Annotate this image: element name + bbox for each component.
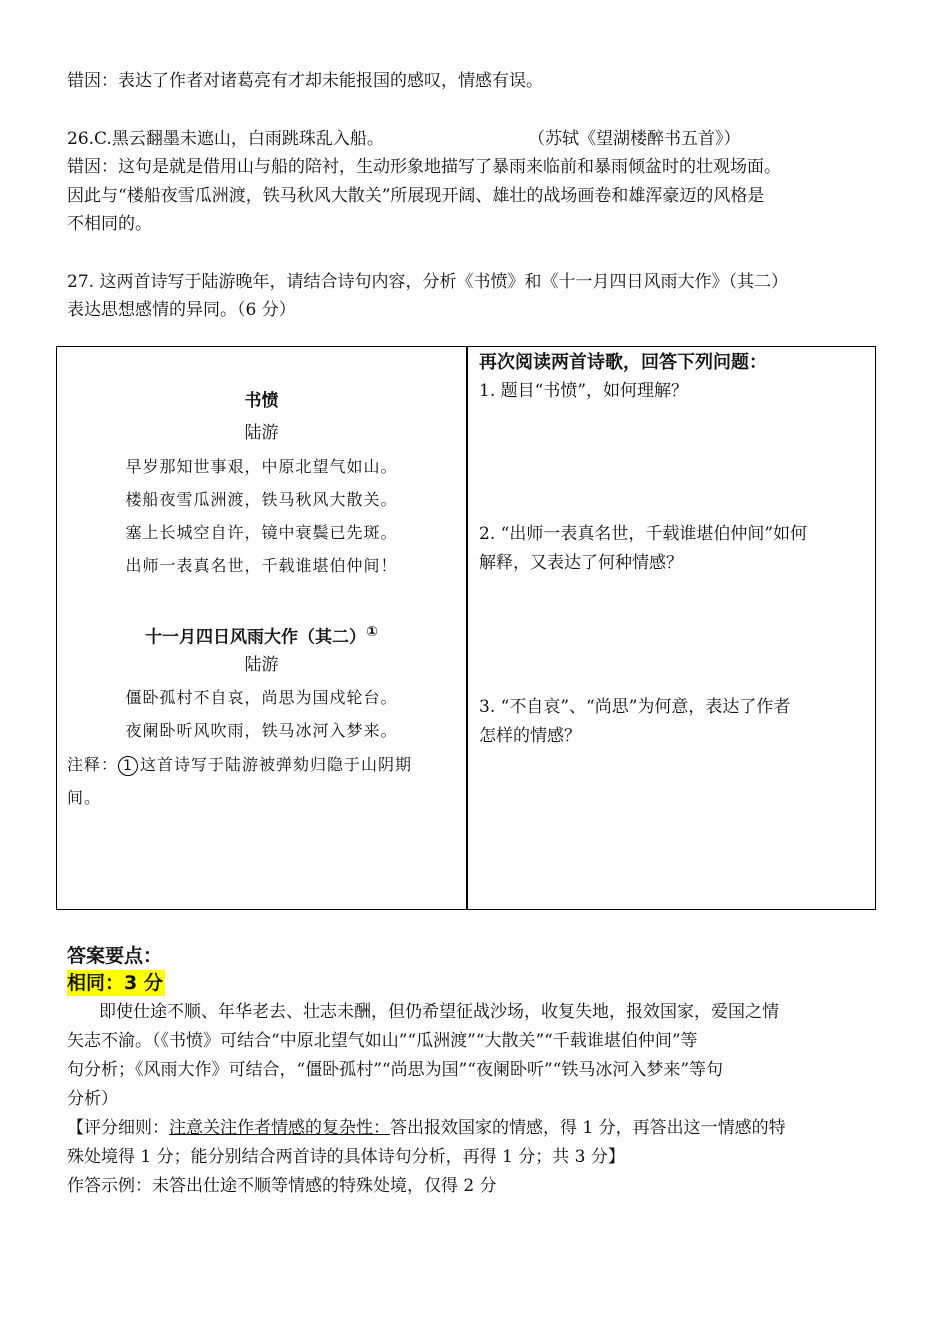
poem2-title-mark: ① — [366, 624, 378, 640]
note-label: 注释： — [67, 755, 119, 774]
poem2-note-line2: 间。 — [67, 788, 102, 807]
q26-error-line3: 不相同的。 — [67, 214, 152, 234]
poem2-author: 陆游 — [244, 655, 279, 675]
scoring-rule-line1 — [67, 1116, 786, 1140]
poem1-line: 塞上长城空自许，镜中衰鬓已先斑。 — [125, 523, 398, 542]
q26-source: （苏轼《望湖楼醉书五首》） — [528, 129, 741, 149]
q27-line1: 27. 这两首诗写于陆游晚年，请结合诗句内容，分析《书愤》和《十一月四日风雨大作》（其二） — [67, 272, 788, 292]
question-3-line1: 3. “不自哀”、“尚思”为何意，表达了作者 — [479, 697, 791, 717]
q26-error-line2: 因此与“楼船夜雪瓜洲渡，铁马秋风大散关”所展现开阔、雄壮的战场画卷和雄浑豪迈的风格是 — [67, 186, 765, 206]
questions-heading: 再次阅读两首诗歌，回答下列问题： — [479, 352, 767, 373]
note-number-mark: 1 — [118, 756, 138, 776]
poem1-title: 书愤 — [244, 391, 279, 411]
poem2-title — [57, 620, 466, 650]
rule-emphasis: 注意关注作者情感的复杂性： — [169, 1118, 390, 1138]
question-3-line2: 怎样的情感？ — [479, 726, 581, 746]
question-1: 1. 题目“书愤”，如何理解？ — [479, 381, 689, 401]
answer-para-line3: 句分析；《风雨大作》可结合，“僵卧孤村”“尚思为国”“夜阑卧听”“铁马冰河入梦来”等句 — [67, 1060, 724, 1080]
poem2-line: 僵卧孤村不自哀，尚思为国戍轮台。 — [125, 688, 398, 707]
answer-para-line1: 即使仕途不顺、年华老去、壮志未酬，但仍希望征战沙场，收复失地，报效国家，爱国之情 — [99, 1002, 779, 1022]
answer-example: 作答示例：未答出仕途不顺等情感的特殊处境，仅得 2 分 — [67, 1176, 497, 1196]
poem1-line: 早岁那知世事艰，中原北望气如山。 — [125, 457, 398, 476]
poem2-note — [67, 752, 412, 778]
error-reason-25: 错因：表达了作者对诸葛亮有才却未能报国的感叹，情感有误。 — [67, 71, 543, 91]
poem1-author: 陆游 — [244, 423, 279, 443]
q26-error-line1: 错因：这句是就是借用山与船的陪衬，生动形象地描写了暴雨来临前和暴雨倾盆时的壮观场面。 — [67, 157, 781, 177]
answer-para-line4: 分析） — [67, 1089, 118, 1109]
q27-line2: 表达思想感情的异同。（6 分） — [67, 300, 296, 320]
table-divider — [466, 346, 468, 910]
note-text: 这首诗写于陆游被弹劾归隐于山阴期 — [140, 755, 413, 774]
scoring-rule-line2: 殊处境得 1 分；能分别结合两首诗的具体诗句分析，再得 1 分；共 3 分】 — [67, 1147, 625, 1167]
answer-same-label: 相同：3 分 — [67, 972, 163, 994]
question-2-line2: 解释，又表达了何种情感？ — [479, 553, 683, 573]
question-2-line1: 2. “出师一表真名世，千载谁堪伯仲间”如何 — [479, 524, 808, 544]
answer-para-line2: 矢志不渝。（《书愤》可结合“中原北望气如山”“瓜洲渡”“大散关”“千载谁堪伯仲间”等 — [67, 1031, 698, 1051]
poem1-line: 楼船夜雪瓜洲渡，铁马秋风大散关。 — [125, 490, 398, 509]
rule-prefix: 【评分细则： — [67, 1118, 169, 1138]
poem2-line: 夜阑卧听风吹雨，铁马冰河入梦来。 — [125, 721, 398, 740]
poem2-title-text: 十一月四日风雨大作（其二） — [145, 627, 367, 648]
poem1-line: 出师一表真名世，千载谁堪伯仲间！ — [125, 556, 398, 575]
rule-text: 答出报效国家的情感，得 1 分，再答出这一情感的特 — [390, 1118, 786, 1138]
q26-option: 26.C.黑云翻墨未遮山，白雨跳珠乱入船。 — [67, 129, 384, 149]
answer-heading: 答案要点： — [67, 945, 163, 967]
